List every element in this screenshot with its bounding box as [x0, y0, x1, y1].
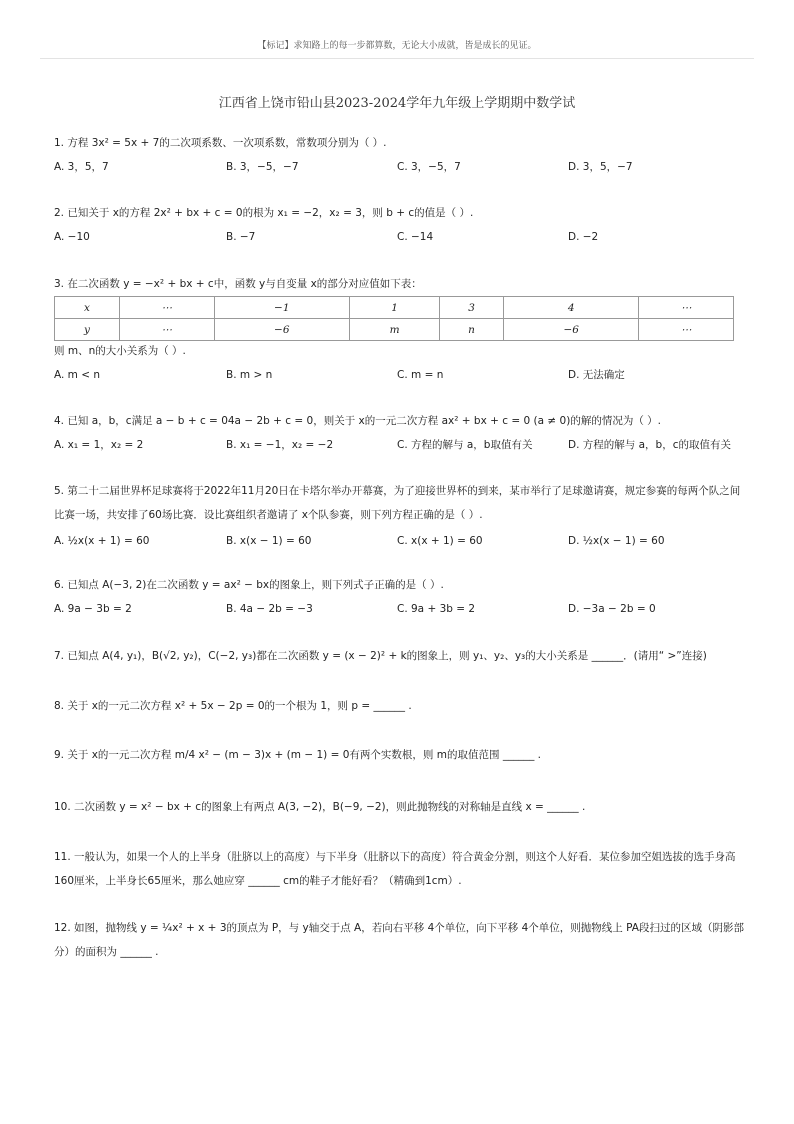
question-stem: 11. 一般认为，如果一个人的上半身（肚脐以上的高度）与下半身（肚脐以下的高度）符合黄金分割，则这个人好看．某位参加空姐选拔的选手身高160厘米，上半身长65厘米，那么她应穿 ______ cm的鞋子才能好看？（精确到1cm）. [54, 851, 736, 887]
option-c[interactable]: C. m = n [397, 369, 444, 381]
option-d[interactable]: D. 3，5，−7 [568, 161, 633, 173]
question-9 [54, 743, 744, 767]
option-d[interactable]: D. ½x(x − 1) = 60 [568, 535, 665, 547]
header-divider [40, 58, 754, 59]
question-stem: 3. 在二次函数 y = −x² + bx + c中，函数 y与自变量 x的部分对应值如下表： [54, 278, 422, 290]
table-cell: 3 [440, 297, 504, 319]
option-d[interactable]: D. −2 [568, 231, 599, 243]
option-a[interactable]: A. 3，5，7 [54, 161, 109, 173]
option-b[interactable]: B. m > n [226, 369, 273, 381]
options-row [54, 597, 744, 621]
table-cell: ⋯ [639, 319, 734, 341]
option-b[interactable]: B. x(x − 1) = 60 [226, 535, 312, 547]
table-row [55, 319, 734, 341]
question-stem: 10. 二次函数 y = x² − bx + c的图象上有两点 A(3, −2)，B(−9, −2)，则此抛物线的对称轴是直线 x = ______ . [54, 801, 586, 813]
option-c[interactable]: C. 方程的解与 a，b取值有关 [397, 439, 533, 451]
table-cell: n [440, 319, 504, 341]
question-6 [54, 573, 744, 621]
option-b[interactable]: B. 4a − 2b = −3 [226, 603, 313, 615]
table-cell: 4 [503, 297, 638, 319]
question-5 [54, 479, 744, 553]
question-stem: 1. 方程 3x² = 5x + 7的二次项系数、一次项系数，常数项分别为（ ）. [54, 137, 387, 149]
option-a[interactable]: A. −10 [54, 231, 90, 243]
question-stem: 7. 已知点 A(4, y₁)，B(√2, y₂)，C(−2, y₃)都在二次函数 y = (x − 2)² + k的图象上，则 y₁、y₂、y₃的大小关系是 ______．(请用“ >”连接) [54, 650, 707, 662]
question-stem-after-table: 则 m、n的大小关系为（ ）. [54, 345, 186, 357]
question-10 [54, 795, 744, 819]
options-row [54, 225, 744, 249]
table-cell: −6 [503, 319, 638, 341]
option-b[interactable]: B. x₁ = −1，x₂ = −2 [226, 439, 334, 451]
options-row [54, 363, 744, 387]
option-a[interactable]: A. x₁ = 1，x₂ = 2 [54, 439, 144, 451]
option-b[interactable]: B. 3，−5，−7 [226, 161, 299, 173]
option-a[interactable]: A. m < n [54, 369, 101, 381]
question-4 [54, 409, 744, 457]
question-stem: 4. 已知 a，b，c满足 a − b + c = 04a − 2b + c = 0，则关于 x的一元二次方程 ax² + bx + c = 0 (a ≠ 0)的解的情况为（ ）. [54, 415, 661, 427]
table-cell: y [55, 319, 120, 341]
option-c[interactable]: C. −14 [397, 231, 434, 243]
option-c[interactable]: C. 3，−5，7 [397, 161, 461, 173]
table-cell: ⋯ [120, 319, 215, 341]
option-b[interactable]: B. −7 [226, 231, 256, 243]
option-a[interactable]: A. 9a − 3b = 2 [54, 603, 132, 615]
question-11 [54, 845, 744, 893]
page-title: 江西省上饶市铅山县2023-2024学年九年级上学期期中数学试 [218, 96, 576, 111]
question-stem: 5. 第二十二届世界杯足球赛将于2022年11月20日在卡塔尔举办开幕赛，为了迎接世界杯的到来，某市举行了足球邀请赛，规定参赛的每两个队之间比赛一场，共安排了60场比赛．设比赛组织者邀请了 x个队参赛，则下列方程正确的是（ ）. [54, 485, 741, 521]
table-cell: −1 [214, 297, 349, 319]
value-table [54, 296, 734, 341]
option-d[interactable]: D. −3a − 2b = 0 [568, 603, 656, 615]
question-stem: 8. 关于 x的一元二次方程 x² + 5x − 2p = 0的一个根为 1，则 p = ______ . [54, 700, 412, 712]
question-3 [54, 272, 744, 296]
question-stem: 6. 已知点 A(−3, 2)在二次函数 y = ax² − bx的图象上，则下列式子正确的是（ ）. [54, 579, 444, 591]
question-stem: 2. 已知关于 x的方程 2x² + bx + c = 0的根为 x₁ = −2，x₂ = 3，则 b + c的值是（ ）. [54, 207, 474, 219]
options-row [54, 433, 744, 457]
option-c[interactable]: C. x(x + 1) = 60 [397, 535, 483, 547]
option-a[interactable]: A. ½x(x + 1) = 60 [54, 535, 150, 547]
option-d[interactable]: D. 方程的解与 a，b，c的取值有关 [568, 439, 731, 451]
options-row [54, 155, 744, 179]
table-cell: m [350, 319, 440, 341]
table-cell: −6 [214, 319, 349, 341]
question-7 [54, 644, 744, 668]
table-cell: x [55, 297, 120, 319]
question-stem: 12. 如图，抛物线 y = ¼x² + x + 3的顶点为 P，与 y轴交于点 A，若向右平移 4个单位，向下平移 4个单位，则抛物线上 PA段扫过的区域（阴影部分）的面积为 ______ . [54, 922, 744, 958]
header-motto: 【标记】求知路上的每一步都算数，无论大小成就，皆是成长的见证。 [257, 41, 537, 51]
question-12 [54, 916, 744, 964]
table-row [55, 297, 734, 319]
question-1 [54, 131, 744, 179]
question-2 [54, 201, 744, 249]
option-c[interactable]: C. 9a + 3b = 2 [397, 603, 476, 615]
table-cell: 1 [350, 297, 440, 319]
option-d[interactable]: D. 无法确定 [568, 369, 625, 381]
options-row [54, 529, 744, 553]
table-cell: ⋯ [639, 297, 734, 319]
question-3-followup [54, 339, 744, 387]
question-8 [54, 694, 744, 718]
table-cell: ⋯ [120, 297, 215, 319]
question-stem: 9. 关于 x的一元二次方程 m/4 x² − (m − 3)x + (m − 1) = 0有两个实数根，则 m的取值范围 ______ . [54, 749, 541, 761]
